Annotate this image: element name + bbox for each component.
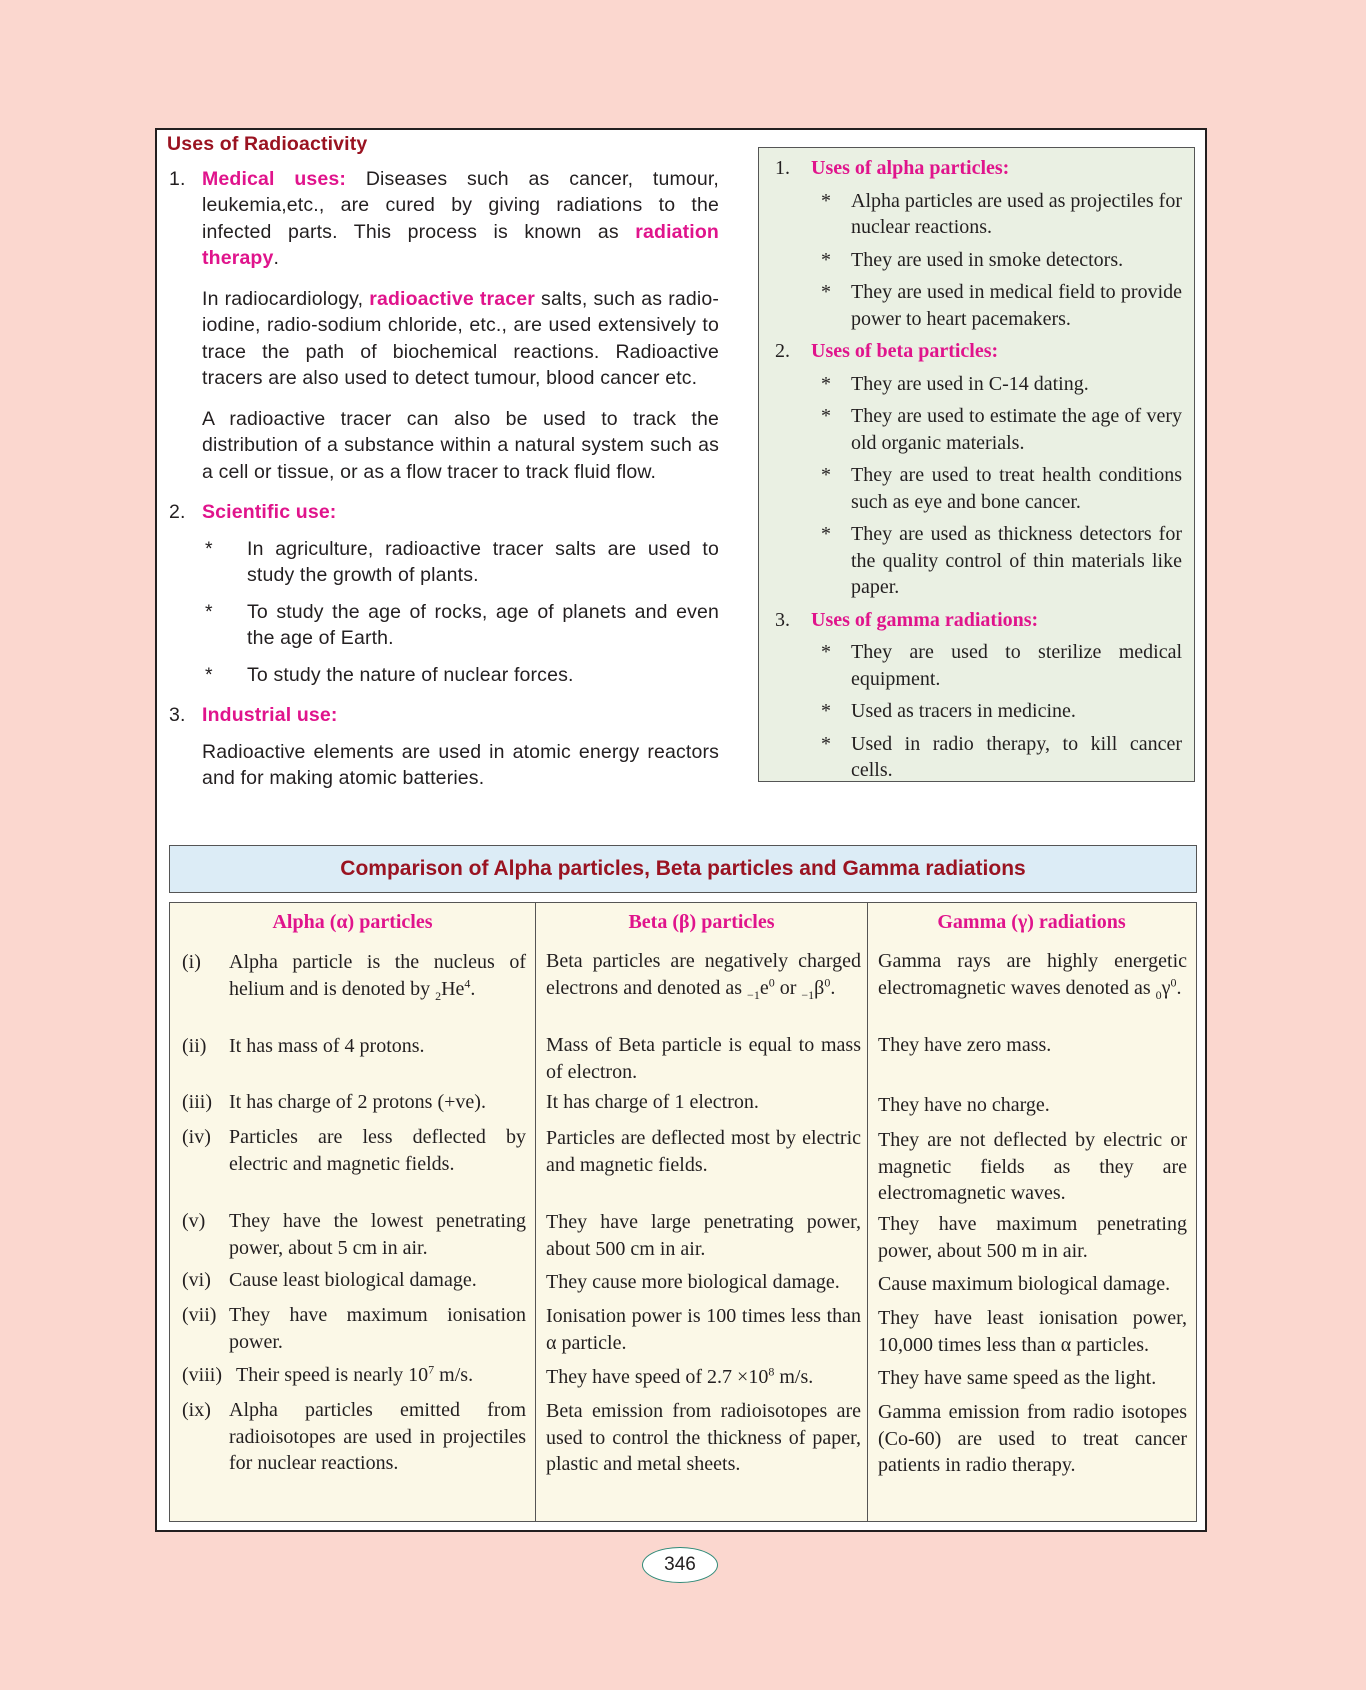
medical-uses-paragraph <box>202 166 719 272</box>
symbol: e <box>759 976 769 999</box>
bullet-text: They are used to treat health conditions such as eye and bone cancer. <box>851 464 1182 513</box>
table-cell: Cause maximum biological damage. <box>878 1273 1171 1295</box>
scientific-bullet <box>167 536 719 589</box>
alpha-use-bullet <box>769 247 1182 274</box>
beta-column <box>536 903 868 1521</box>
row-number: (iii) <box>182 1091 212 1113</box>
cell-text: Alpha particles emitted from radioisotopes are used in projectiles for nuclear reactions. <box>229 1399 526 1474</box>
table-cell <box>182 1302 526 1355</box>
radiocardiology-intro: In radiocardiology, <box>202 287 364 310</box>
table-cell <box>182 1033 526 1060</box>
beta-uses-heading: Uses of beta particles: <box>811 340 999 362</box>
table-cell <box>182 1362 526 1389</box>
superscript: 0 <box>1170 974 1177 989</box>
bullet-star: * <box>821 248 831 271</box>
table-cell <box>182 949 526 1002</box>
bullet-star: * <box>821 281 831 303</box>
conjunction: or <box>779 976 797 999</box>
bullet-star: * <box>205 537 213 560</box>
bullet-text: They are used in smoke detectors. <box>851 248 1124 271</box>
item-number: 1. <box>169 167 186 190</box>
symbol: He <box>441 977 465 1000</box>
table-cell <box>182 1208 526 1261</box>
table-cell: Ionisation power is 100 times less than α particle. <box>546 1305 861 1354</box>
bullet-star: * <box>821 732 831 755</box>
medical-uses-text: Diseases such as cancer, tumour, leukemia,etc., are cured by giving radiations to the infected parts. This process is known as <box>202 167 719 243</box>
row-number: (ii) <box>182 1035 207 1057</box>
table-cell: Particles are deflected most by electric and magnetic fields. <box>546 1127 861 1176</box>
bullet-text: They are used as thickness detectors for the quality control of thin materials like paper. <box>851 523 1182 598</box>
cell-text-end: m/s. <box>774 1366 814 1388</box>
section-title: Uses of Radioactivity <box>167 133 368 155</box>
cell-text: Alpha particle is the nucleus of helium and is denoted by <box>229 951 526 1000</box>
bullet-text: They are used to sterilize medical equipment. <box>851 641 1182 690</box>
tracer-paragraph: A radioactive tracer can also be used to track the distribution of a substance within a natural system such as a cell or tissue, or as a flow tracer to track fluid flow. <box>202 407 719 483</box>
gamma-use-bullet <box>769 731 1182 784</box>
row-number: (v) <box>182 1210 206 1232</box>
table-cell: They have maximum penetrating power, about 500 m in air. <box>878 1213 1187 1262</box>
subscript: −1 <box>801 987 815 1002</box>
gamma-column-header: Gamma (γ) radiations <box>937 911 1126 933</box>
superscript: 4 <box>464 975 471 990</box>
industrial-use-text: Radioactive elements are used in atomic energy reactors and for making atomic batteries. <box>202 740 719 789</box>
table-cell <box>546 1364 861 1391</box>
alpha-column-header: Alpha (α) particles <box>272 911 433 933</box>
bullet-text: To study the nature of nuclear forces. <box>247 663 574 686</box>
cell-text: Gamma rays are highly energetic electromagnetic waves denoted as <box>878 950 1187 999</box>
beta-use-bullet <box>769 371 1182 398</box>
bullet-star: * <box>205 600 213 623</box>
bullet-text: They are used in medical field to provide power to heart pacemakers. <box>851 281 1182 330</box>
bullet-star: * <box>821 405 831 427</box>
punctuation: . <box>1176 976 1182 999</box>
bullet-star: * <box>205 663 213 686</box>
item-number: 3. <box>775 608 790 631</box>
comparison-table <box>169 902 1197 1522</box>
table-cell: They cause more biological damage. <box>546 1271 840 1293</box>
bullet-text: Used in radio therapy, to kill cancer cells. <box>851 732 1182 781</box>
medical-uses-item <box>167 166 719 486</box>
punctuation: . <box>273 247 280 269</box>
medical-uses-heading: Medical uses: <box>202 167 347 190</box>
industrial-use-heading: Industrial use: <box>202 704 338 726</box>
scientific-bullet <box>167 662 719 689</box>
cell-text: It has charge of 2 protons (+ve). <box>229 1091 486 1113</box>
table-cell <box>182 1089 526 1116</box>
item-number: 2. <box>169 501 186 523</box>
cell-text: Their speed is nearly 10 <box>236 1364 429 1386</box>
table-cell: They have least ionisation power, 10,000 times less than α particles. <box>878 1307 1187 1356</box>
cell-text: It has mass of 4 protons. <box>229 1035 425 1057</box>
superscript: 8 <box>768 1364 775 1379</box>
beta-use-bullet <box>769 521 1182 601</box>
table-cell: Beta emission from radioisotopes are used to control the thickness of paper, plastic and metal sheets. <box>546 1400 861 1475</box>
table-cell <box>546 948 861 1001</box>
cell-text: Cause least biological damage. <box>229 1269 477 1291</box>
row-number: (vi) <box>182 1269 211 1291</box>
symbol: γ <box>1161 976 1171 999</box>
superscript: 0 <box>768 974 775 989</box>
punctuation: . <box>830 976 836 999</box>
table-cell: Mass of Beta particle is equal to mass of electron. <box>546 1034 861 1083</box>
radioactive-tracer-term: radioactive tracer <box>369 287 536 310</box>
table-cell <box>182 1124 526 1177</box>
page-number: 346 <box>642 1547 718 1583</box>
radiocardiology-text: salts, such as radio-iodine, radio-sodium chloride, etc., are used extensively to trace the path of biochemical reactions. Radioactive tracers are also used to detect tumour, blood cancer etc. <box>202 287 719 389</box>
comparison-title: Comparison of Alpha particles, Beta particles and Gamma radiations <box>169 845 1197 893</box>
row-number: (vii) <box>182 1304 217 1326</box>
bullet-text: They are used to estimate the age of very old organic materials. <box>851 405 1182 454</box>
table-cell <box>182 1397 526 1477</box>
table-cell: They have same speed as the light. <box>878 1367 1157 1389</box>
superscript: 7 <box>428 1362 435 1377</box>
beta-column-header: Beta (β) particles <box>628 911 775 933</box>
bullet-star: * <box>821 189 831 212</box>
gamma-column <box>868 903 1195 1521</box>
item-number: 3. <box>169 704 186 726</box>
cell-text: They have the lowest penetrating power, about 5 cm in air. <box>229 1210 526 1259</box>
table-cell: Gamma emission from radio isotopes (Co-60) are used to treat cancer patients in radio therapy. <box>878 1401 1187 1476</box>
bullet-text: To study the age of rocks, age of planets and even the age of Earth. <box>247 600 719 649</box>
bullet-star: * <box>821 464 831 486</box>
alpha-uses-heading-row <box>769 155 1182 182</box>
radiation-therapy-term: radiation therapy <box>202 220 719 269</box>
industrial-use-item <box>167 702 719 792</box>
bullet-text: They are used in C-14 dating. <box>851 372 1089 395</box>
cell-text: They have speed of 2.7 ×10 <box>546 1366 769 1388</box>
bullet-star: * <box>821 700 831 722</box>
alpha-use-bullet <box>769 188 1182 241</box>
row-number: (ix) <box>182 1399 211 1421</box>
table-cell: They have no charge. <box>878 1094 1050 1116</box>
row-number: (viii) <box>182 1364 222 1386</box>
beta-use-bullet <box>769 403 1182 456</box>
gamma-use-bullet <box>769 639 1182 692</box>
table-cell: They have zero mass. <box>878 1034 1052 1056</box>
particle-uses-box <box>758 147 1195 782</box>
cell-text: Beta particles are negatively charged electrons and denoted as <box>546 950 861 999</box>
cell-text: Particles are less deflected by electric and magnetic fields. <box>229 1126 526 1175</box>
subscript: 0 <box>1155 987 1162 1002</box>
beta-use-bullet <box>769 462 1182 515</box>
row-number: (iv) <box>182 1126 211 1148</box>
subscript: 2 <box>435 988 442 1003</box>
table-cell <box>182 1267 526 1294</box>
scientific-use-item <box>167 499 719 526</box>
subscript: −1 <box>747 987 760 1002</box>
punctuation: . <box>470 977 476 1000</box>
beta-uses-heading-row <box>769 338 1182 365</box>
table-cell: It has charge of 1 electron. <box>546 1091 759 1113</box>
scientific-bullet <box>167 599 719 652</box>
uses-of-radioactivity-section <box>167 131 719 792</box>
item-number: 1. <box>775 157 790 179</box>
radiocardiology-paragraph <box>202 286 719 392</box>
item-number: 2. <box>775 340 790 362</box>
bullet-star: * <box>821 372 831 395</box>
alpha-uses-heading: Uses of alpha particles: <box>811 157 1010 179</box>
gamma-use-bullet <box>769 698 1182 725</box>
alpha-use-bullet <box>769 279 1182 332</box>
cell-text: They have maximum ionisation power. <box>229 1304 526 1353</box>
gamma-uses-heading: Uses of gamma radiations: <box>811 608 1039 631</box>
table-cell: They are not deflected by electric or magnetic fields as they are electromagnetic waves. <box>878 1129 1187 1204</box>
alpha-column <box>170 903 536 1521</box>
table-cell <box>878 948 1187 1001</box>
bullet-star: * <box>821 641 831 663</box>
scientific-use-heading: Scientific use: <box>202 501 337 523</box>
bullet-star: * <box>821 523 831 545</box>
cell-text-end: m/s. <box>434 1364 474 1386</box>
superscript: 0 <box>824 974 831 989</box>
bullet-text: In agriculture, radioactive tracer salts are used to study the growth of plants. <box>247 537 719 586</box>
gamma-uses-heading-row <box>769 607 1182 634</box>
table-cell: They have large penetrating power, about 500 cm in air. <box>546 1211 861 1260</box>
bullet-text: Alpha particles are used as projectiles for nuclear reactions. <box>851 189 1182 238</box>
bullet-text: Used as tracers in medicine. <box>851 700 1076 722</box>
symbol: β <box>814 976 825 999</box>
row-number: (i) <box>182 951 201 973</box>
